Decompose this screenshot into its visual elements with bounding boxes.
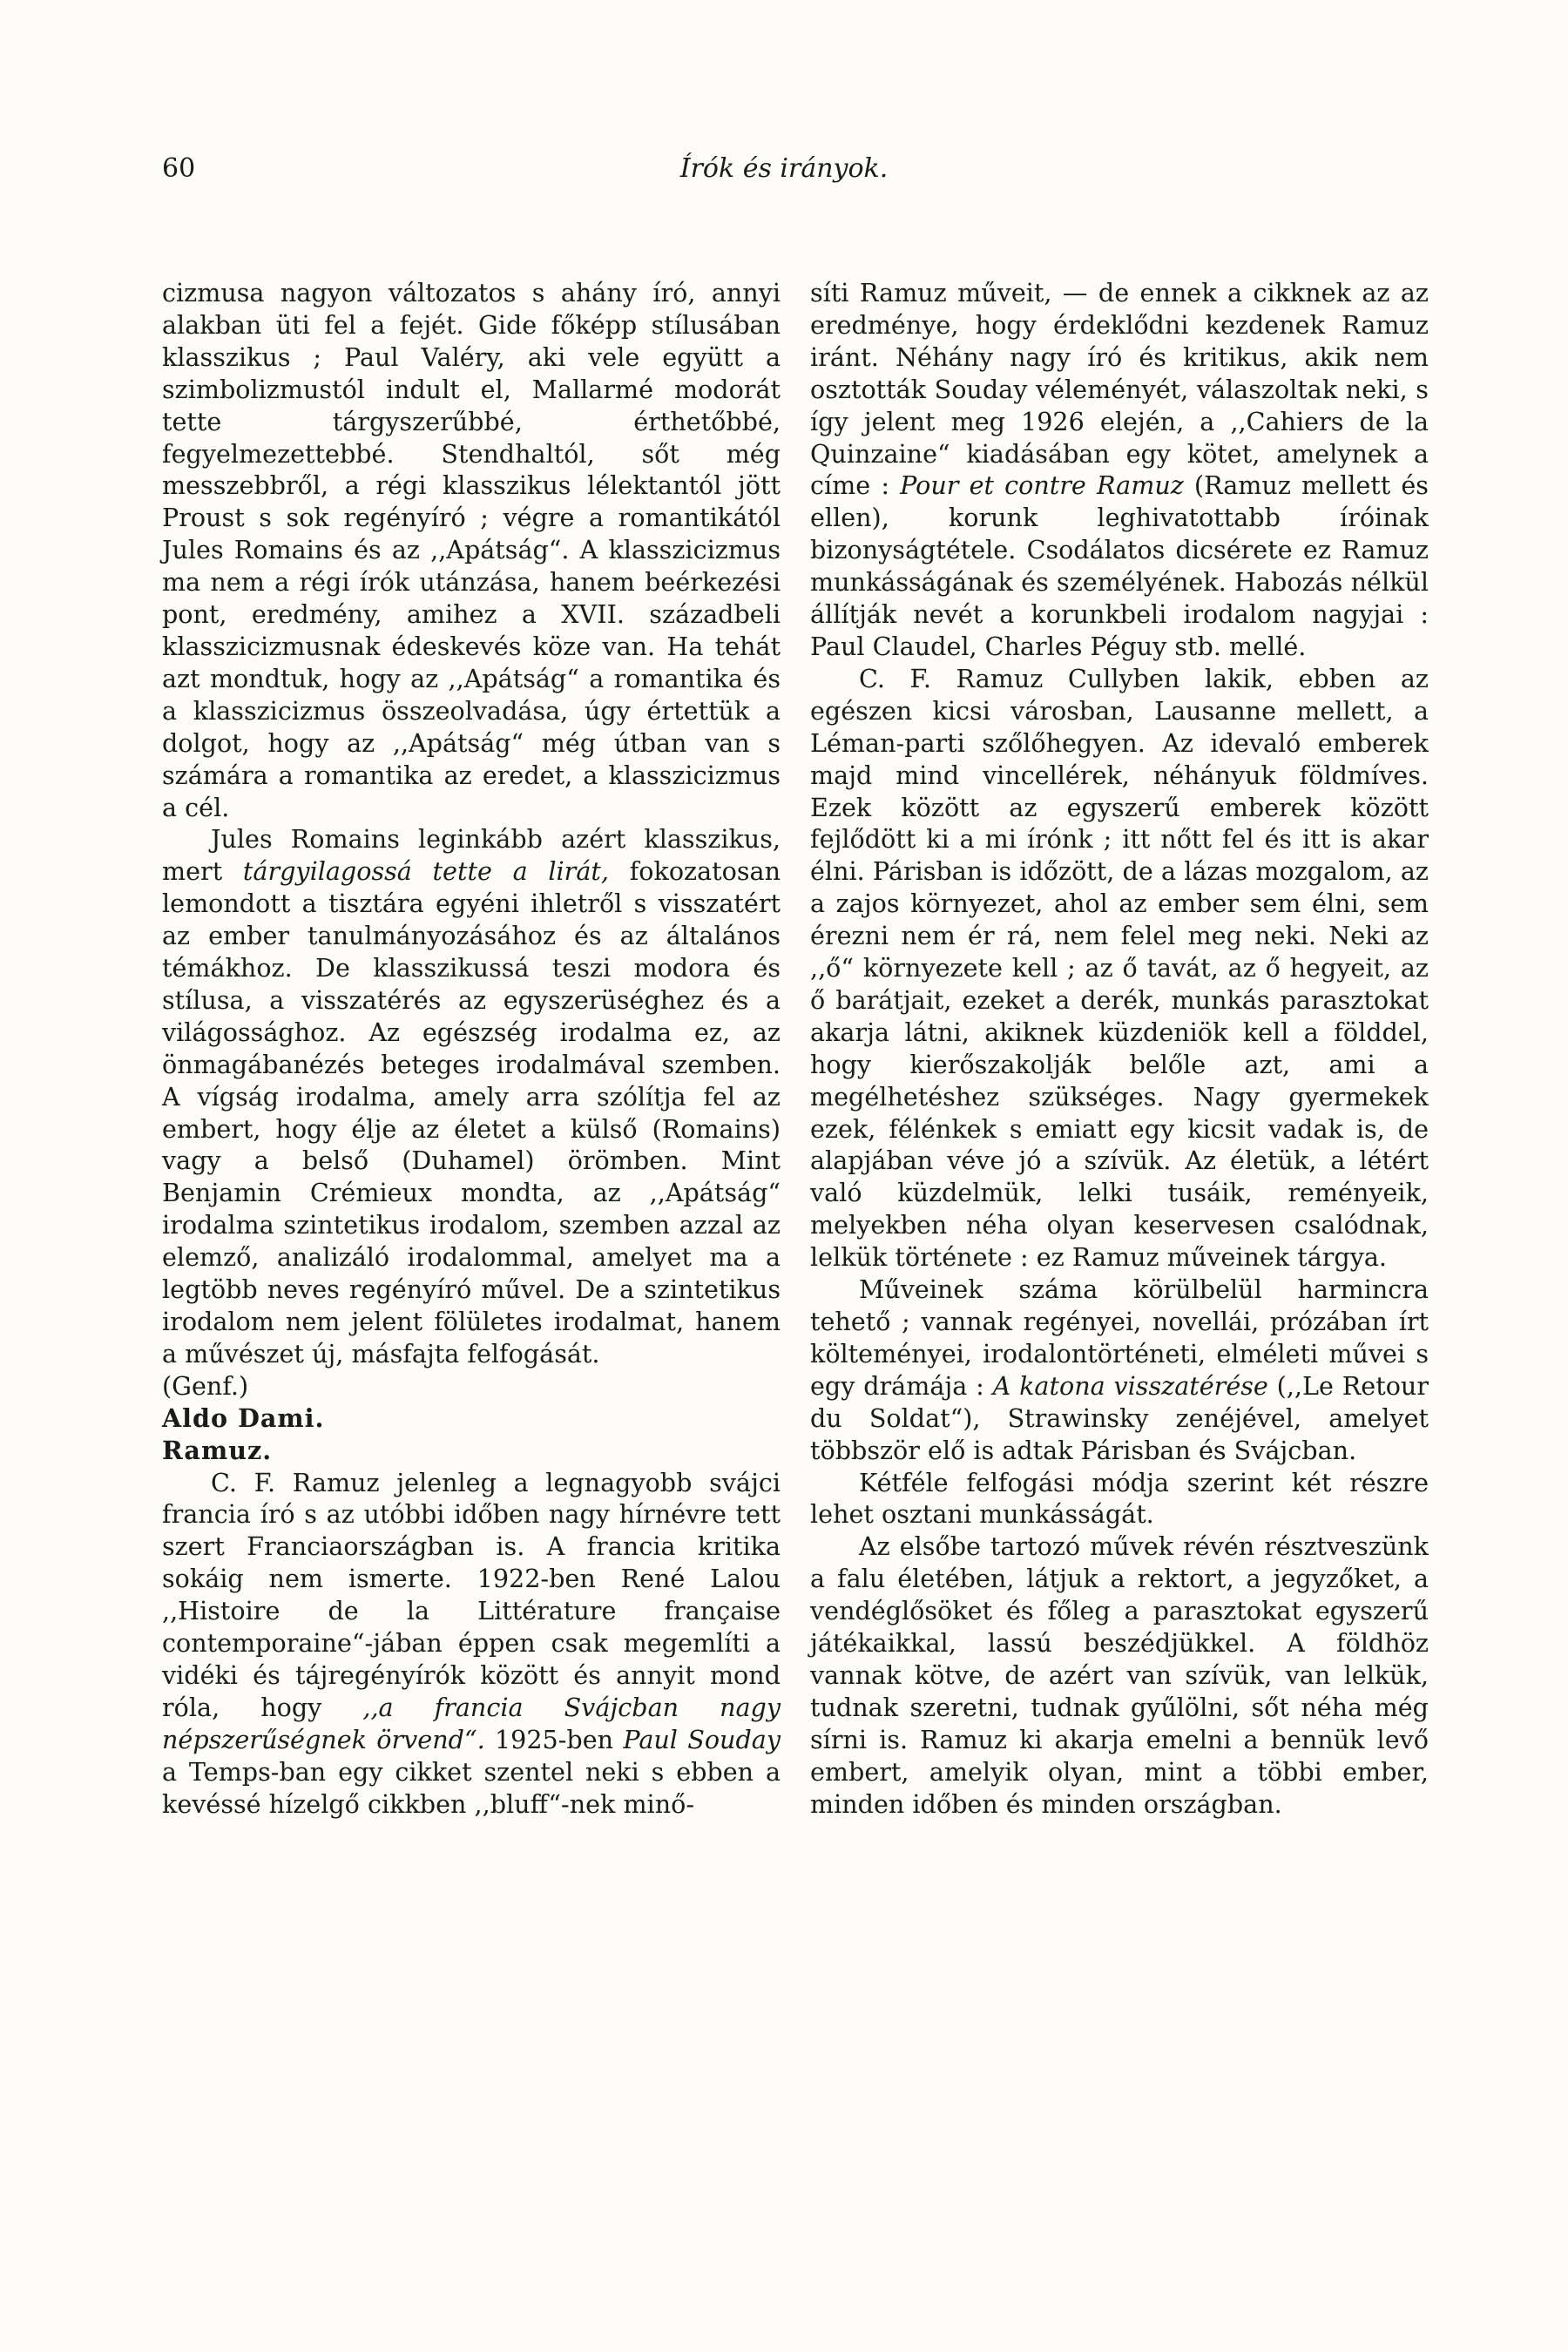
paragraph: Az elsőbe tartozó művek révén résztveszünk a falu életében, látjuk a rektort, a jegyzőket, a vendéglősöket és főleg a parasztokat egyszerű játékaikkal, lassú beszédjükkel. A földhöz vannak kötve, de azért van szívük, van lelkük, tudnak szeretni, tudnak gyűlölni, sőt néha még sírni is. Ramuz ki akarja emelni a bennük levő embert, amelyik olyan, mint a többi ember, minden időben és minden országban. — [810, 1531, 1429, 1819]
paragraph — [810, 1274, 1429, 1466]
paragraph — [162, 823, 781, 1369]
paragraph: Kétféle felfogási módja szerint két részre lehet osztani munkásságát. — [810, 1467, 1429, 1530]
paragraph — [810, 277, 1429, 663]
text: Jules Romains leginkább azért klasszikus, mert — [162, 824, 781, 887]
italic-text: ,,a francia Svájcban nagy népszerűségnek örvend“. — [162, 1692, 781, 1754]
italic-text: Pour et contre Ramuz — [900, 470, 1184, 501]
place-note: (Genf.) — [162, 1370, 249, 1401]
text: Műveinek száma körülbelül harmincra tehető ; vannak regényei, novellái, prózában írt költeményei, irodalontörténeti, elméleti művei s egy drámája : — [810, 1274, 1429, 1401]
text: cizmusa nagyon változatos s ahány író, annyi alakban üti fel a fejét. Gide főképp stílusában klasszikus ; Paul Valéry, aki vele együtt a szimbolizmustól indult el, Mallarmé modorát tette tárgyszerűbbé, érthetőbbé, fegyelmezettebbé. Stendhaltól, sőt még messzebbről, a régi klasszikus lélektantól jött Proust s sok regényíró ; végre a romantikától Jules Romains és az ,,Apátság“. A klasszicizmus ma nem a régi írók utánzása, hanem beérkezési pont, eredmény, amihez a XVII. századbeli klasszicizmusnak édeskevés köze van. Ha tehát azt mondtuk, hogy az ,,Apátság“ a romantika és a klasszicizmus összeolvadása, úgy értettük a dolgot, hogy az ,,Apátság“ még útban van s számára a romantika az eredet, a klasszicizmus a cél. — [162, 278, 781, 822]
text: (Ramuz mellett és ellen), korunk leghivatottabb íróinak bizonyságtétele. Csodálatos dicsérete ez Ramuz munkásságának és személyének. Habozás nélkül állítják nevét a korunkbeli irodalom nagyjai : Paul Claudel, Charles Péguy stb. mellé. — [810, 470, 1429, 661]
text: (,,Le Retour du Soldat“), Strawinsky zenéjével, amelyet többször elő is adtak Párisban és Svájcban. — [810, 1370, 1429, 1465]
page-number: 60 — [162, 153, 196, 184]
paragraph: C. F. Ramuz Cullyben lakik, ebben az egészen kicsi városban, Lausanne mellett, a Léman-parti szőlőhegyen. Az idevaló emberek majd mind vincellérek, néhányuk földmíves. Ezek között az egyszerű emberek között fejlődött ki a mi írónk ; itt nőtt fel és itt is akar élni. Párisban is időzött, de a lázas mozgalom, az a zajos környezet, ahol az ember sem élni, sem érezni nem ér rá, nem felel meg neki. Neki az ,,ő“ környezete kell ; az ő tavát, az ő hegyeit, az ő barátjait, ezeket a derék, munkás parasztokat akarja látni, akiknek küzdeniök kell a földdel, hogy kierőszakolják belőle azt, ami a megélhetéshez szükséges. Nagy gyermekek ezek, félénkek s emiatt egy kicsit vadak is, de alapjában véve jó a szívük. Az életük, a létért való küzdelmük, lelki tusáik, reményeik, melyekben néha olyan keservesen csalódnak, lelkük története : ez Ramuz műveinek tárgya. — [810, 663, 1429, 1273]
italic-text: Paul Souday — [623, 1724, 781, 1754]
right-column — [810, 277, 1429, 1821]
italic-text: A katona visszatérése — [992, 1370, 1268, 1401]
author-signature: Aldo Dami. — [162, 1402, 325, 1433]
italic-text: tárgyilagossá tette a lirát, — [242, 856, 609, 887]
text: síti Ramuz műveit, — de ennek a cikknek az az eredménye, hogy érdeklődni kezdenek Ramuz iránt. Néhány nagy író és kritikus, akik nem osztották Souday véleményét, válaszoltak neki, s így jelent meg 1926 elején, a ,,Cahiers de la Quinzaine“ kiadásában egy kötet, amelynek a címe : — [810, 278, 1429, 501]
text: a Temps-ban egy cikket szentel neki s ebben a kevéssé hízelgő cikkben ,,bluff“-nek minő- — [162, 1756, 781, 1819]
section-title: Ramuz. — [162, 1435, 273, 1465]
running-title: Írók és irányok. — [679, 153, 889, 184]
page-header — [0, 153, 1568, 188]
paragraph — [162, 1467, 781, 1821]
left-column — [162, 277, 781, 1821]
text: 1925-ben — [484, 1724, 624, 1754]
text: fokozatosan lemondott a tisztára egyéni ihletről s visszatért az ember tanulmányozásához és az általános témákhoz. De klasszikussá teszi modora és stílusa, a visszatérés az egyszerüséghez és a világossághoz. Az egészség irodalma ez, az önmagábanézés beteges irodalmával szemben. A vígság irodalma, amely arra szólítja fel az embert, hogy élje az életet a külső (Romains) vagy a belső (Duhamel) örömben. Mint Benjamin Crémieux mondta, az ,,Apátság“ irodalma szintetikus irodalom, szemben azzal az elemző, analizáló irodalommal, amelyet ma a legtöbb neves regényíró művel. De a szintetikus irodalom nem jelent fölületes irodalmat, hanem a művészet új, másfajta felfogását. — [162, 856, 781, 1369]
paragraph — [162, 277, 781, 823]
text: C. F. Ramuz jelenleg a legnagyobb svájci francia író s az utóbbi időben nagy hírnévre tett szert Franciaországban is. A francia kritika sokáig nem ismerte. 1922-ben René Lalou ,,Histoire de la Littérature française contemporaine“-jában éppen csak megemlíti a vidéki és tájregényírók között és annyit mond róla, hogy — [162, 1467, 781, 1722]
